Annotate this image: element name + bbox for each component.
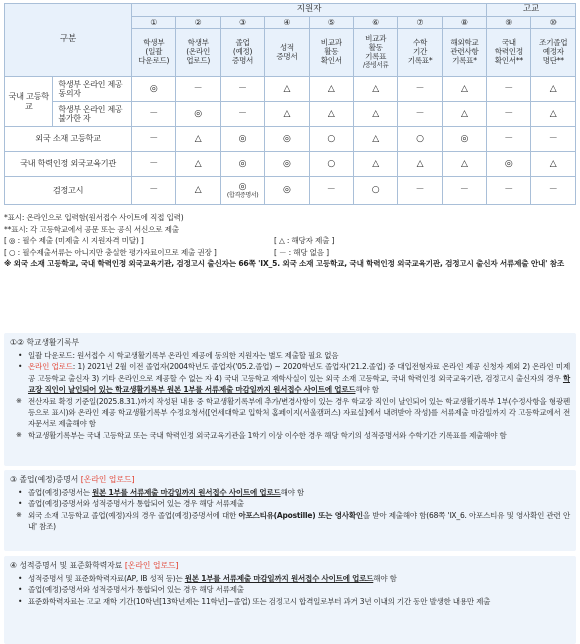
col-number: ⑥ <box>353 17 397 29</box>
col-header-overseas-school-record: 해외학교 관련사항 기록표* <box>442 29 486 77</box>
col-number: ② <box>176 17 220 29</box>
table-notes <box>4 212 576 270</box>
category-header: 구분 <box>5 4 132 77</box>
table-cell: △ <box>176 152 220 177</box>
table-cell: － <box>398 102 442 127</box>
row-label-ged: 검정고시 <box>5 177 132 205</box>
table-cell: － <box>132 152 176 177</box>
col-header-extracurricular-record: 비교과 활동 기록표 /증빙서류 <box>353 29 397 77</box>
table-cell: △ <box>309 77 353 102</box>
col-number: ⑧ <box>442 17 486 29</box>
online-upload-label: 온라인 업로드 <box>28 362 73 372</box>
table-cell: － <box>487 177 531 205</box>
list-item: ※ 학교생활기록부는 국내 고등학교 또는 국내 학력인정 외국교육기관을 1학기 이상 이수한 경우 해당 학기의 성적증명서와 수학기간 기록표를 제출해야 함 <box>10 430 570 441</box>
table-cell: － <box>442 177 486 205</box>
col-header-early-graduation-list: 조기졸업 예정자 명단** <box>531 29 576 77</box>
col-header-study-period-record: 수학 기간 기록표* <box>398 29 442 77</box>
table-row <box>5 102 576 127</box>
table-cell: ○ <box>309 127 353 152</box>
row-label-domestic-accredited-institution: 국내 학력인정 외국교육기관 <box>5 152 132 177</box>
table-cell: △ <box>176 127 220 152</box>
online-upload-tag: [온라인 업로드] <box>124 561 179 570</box>
table-cell: △ <box>309 102 353 127</box>
col-number: ⑨ <box>487 17 531 29</box>
col-number: ⑤ <box>309 17 353 29</box>
list-item: ※ 전산자료 확정 기준일(2025.8.31.)까지 작성된 내용 중 학교생활기록부에 추가/변경사항이 있는 경우 학교장 직인이 날인되어 있는 학교생활기록부 1부(수정사항을 형광펜 등으로 표시)와 온라인 제공 학교생활기록부 수정요청서([연세대학교 입학처 홈페이지(서울캠퍼스) 자료실]에서 내려받아 작성)를 서류제출 마감일까지 각 고등학교에서 전자문서로 제출해야 함 <box>10 396 570 430</box>
table-cell: △ <box>398 152 442 177</box>
col-number: ⑩ <box>531 17 576 29</box>
table-cell: － <box>220 102 264 127</box>
table-cell: ◎ <box>487 152 531 177</box>
section-title: ③ 졸업(예정)증명서 [온라인 업로드] <box>10 475 135 484</box>
row-label-domestic-highschool: 국내 고등학교 <box>5 77 53 127</box>
list-item: • 졸업(예정)증명서와 성적증명서가 통합되어 있는 경우 해당 서류제출 <box>10 584 570 595</box>
table-cell: ◎ <box>220 127 264 152</box>
section-graduation-certificate <box>4 470 576 551</box>
table-cell: △ <box>265 77 309 102</box>
table-cell: △ <box>353 152 397 177</box>
table-cell: △ <box>531 77 576 102</box>
list-item: • 졸업(예정)증명서는 원본 1부를 서류제출 마감일까지 원서접수 사이트에 업로드해야 함 <box>10 487 570 498</box>
table-cell: － <box>487 77 531 102</box>
table-cell: ◎ <box>265 127 309 152</box>
table-row <box>5 77 576 102</box>
table-cell: ○ <box>398 127 442 152</box>
col-header-school-record-bulk: 학생부 (일괄 다운로드) <box>132 29 176 77</box>
col-header-transcript: 성적 증명서 <box>265 29 309 77</box>
cell-subnote: (합격증명서) <box>226 192 259 200</box>
online-upload-tag: [온라인 업로드] <box>80 475 135 484</box>
table-cell: ◎ (합격증명서) <box>220 177 264 205</box>
emphasis-text: 원본 1부를 서류제출 마감일까지 원서접수 사이트에 업로드 <box>184 574 374 583</box>
table-cell: △ <box>531 102 576 127</box>
emphasis-text: 아포스티유(Apostille) 또는 영사확인 <box>238 510 363 520</box>
table-cell: △ <box>442 102 486 127</box>
table-cell: － <box>309 177 353 205</box>
table-row <box>5 152 576 177</box>
col-header-domestic-accreditation: 국내 학력인정 확인서** <box>487 29 531 77</box>
col-header-school-record-upload: 학생부 (온라인 업로드) <box>176 29 220 77</box>
list-item: • 성적증명서 및 표준화학력자료(AP, IB 성적 등)는 원본 1부를 서류제출 마감일까지 원서접수 사이트에 업로드해야 함 <box>10 573 570 584</box>
list-item: • 표준화학력자료는 고교 재학 기간(10학년[13학년제는 11학년]~졸업) 또는 검정고시 합격일로부터 과거 3년 이내의 기간 동안 발생한 내용만 제출 <box>10 596 570 607</box>
list-item: • 온라인 업로드: 1) 2021년 2월 이전 졸업자(2004학년도 졸업자('05.2.졸업) ~ 2020학년도 졸업자('21.2.졸업) 중 대입전형자료 온라인 제공 신청자 제외 2) 온라인 미제공 고등학교 출신자 3) 기타 온라인으로 제공할 수 없는 자 4) 국내 고등학교 재학사실이 있는 외국 소재 고등학교, 국내 학력인정 외국교육기관, 검정고시 출신자의 경우 학교장 직인이 날인되어 있는 학교생활기록부 원본 1부를 서류제출 마감일까지 원서접수 사이트에 업로드해야 함 <box>10 361 570 395</box>
table-cell: △ <box>353 102 397 127</box>
reference-note: ※ 외국 소재 고등학교, 국내 학력인정 외국교육기관, 검정고시 출신자는 66쪽 'Ⅸ_5. 외국 소재 고등학교, 국내 학력인정 외국교육기관, 검정고시 출신자 서류제출 안내' 참조 <box>4 259 565 268</box>
table-cell: － <box>220 77 264 102</box>
col-number: ③ <box>220 17 264 29</box>
note-asterisk: *표시: 온라인으로 입력함(원서접수 사이트에 직접 입력) <box>4 213 184 222</box>
legend-row <box>4 235 576 247</box>
legend-if-applicable: [ △ : 해당자 제출 ] <box>274 236 335 245</box>
list-item: • 일괄 다운로드: 원서접수 시 학교생활기록부 온라인 제공에 동의한 지원자는 별도 제출할 필요 없음 <box>10 350 570 361</box>
section-school-record <box>4 333 576 466</box>
legend-recommended: [ ○ : 필수제출서류는 아니지만 충실한 평가자료이므로 제출 권장 ] <box>4 247 217 257</box>
table-cell: △ <box>531 152 576 177</box>
list-item: ※ 외국 소재 고등학교 졸업(예정)자의 경우 졸업(예정)증명서에 대한 아포스티유(Apostille) 또는 영사확인을 받아 제출해야 함(68쪽 'Ⅸ_6. 아포스티유 및 영사확인 관련 안내' 참조) <box>10 510 570 533</box>
table-cell: － <box>132 127 176 152</box>
required-documents-table <box>4 3 576 205</box>
table-cell: △ <box>442 77 486 102</box>
emphasis-text: 원본 1부를 서류제출 마감일까지 원서접수 사이트에 업로드 <box>92 488 281 497</box>
section-title: ④ 성적증명서 및 표준화학력자료 [온라인 업로드] <box>10 561 179 570</box>
table-cell: ◎ <box>265 177 309 205</box>
table-cell: ○ <box>309 152 353 177</box>
col-number: ④ <box>265 17 309 29</box>
table-cell: △ <box>442 152 486 177</box>
table-cell: － <box>132 177 176 205</box>
table-cell: △ <box>353 77 397 102</box>
table-cell: － <box>487 127 531 152</box>
table-cell: － <box>398 177 442 205</box>
table-cell: － <box>398 77 442 102</box>
section-transcript <box>4 556 576 644</box>
table-cell: － <box>176 77 220 102</box>
table-cell: △ <box>176 177 220 205</box>
table-cell: － <box>132 102 176 127</box>
note-double-asterisk: **표시: 각 고등학교에서 공문 또는 공식 서신으로 제출 <box>4 224 179 234</box>
table-row <box>5 177 576 205</box>
col-header-graduation-certificate: 졸업 (예정) 증명서 <box>220 29 264 77</box>
emphasis-text: 학교장 직인이 날인되어 있는 학교생활기록부 원본 1부를 서류제출 마감일까지 원서접수 사이트에 업로드 <box>28 373 570 395</box>
table-cell: ◎ <box>132 77 176 102</box>
table-cell: ◎ <box>442 127 486 152</box>
legend-required: [ ◎ : 필수 제출 (미제출 시 지원자격 미달) ] <box>4 236 144 245</box>
table-cell: － <box>487 102 531 127</box>
col-header-extracurricular-confirmation: 비교과 활동 확인서 <box>309 29 353 77</box>
table-cell: － <box>531 177 576 205</box>
table-cell: ◎ <box>265 152 309 177</box>
row-label-foreign-highschool: 외국 소재 고등학교 <box>5 127 132 152</box>
legend-row <box>4 247 576 259</box>
table-cell: ◎ <box>220 152 264 177</box>
row-sublabel: 학생부 온라인 제공 불가한 자 <box>53 102 132 127</box>
table-cell: － <box>531 127 576 152</box>
section-title: ①② 학교생활기록부 <box>10 338 80 347</box>
table-cell: ◎ <box>176 102 220 127</box>
col-number: ① <box>132 17 176 29</box>
row-sublabel: 학생부 온라인 제공 동의자 <box>53 77 132 102</box>
table-row <box>5 127 576 152</box>
legend-not-applicable: [ － : 해당 없음 ] <box>274 247 329 257</box>
table-cell: △ <box>353 127 397 152</box>
page <box>0 3 580 644</box>
table-cell: △ <box>265 102 309 127</box>
list-item: • 졸업(예정)증명서와 성적증명서가 통합되어 있는 경우 해당 서류제출 <box>10 498 570 509</box>
highschool-group-header: 고교 <box>487 4 576 17</box>
applicant-group-header: 지원자 <box>132 4 487 17</box>
col-number: ⑦ <box>398 17 442 29</box>
table-cell: ○ <box>353 177 397 205</box>
